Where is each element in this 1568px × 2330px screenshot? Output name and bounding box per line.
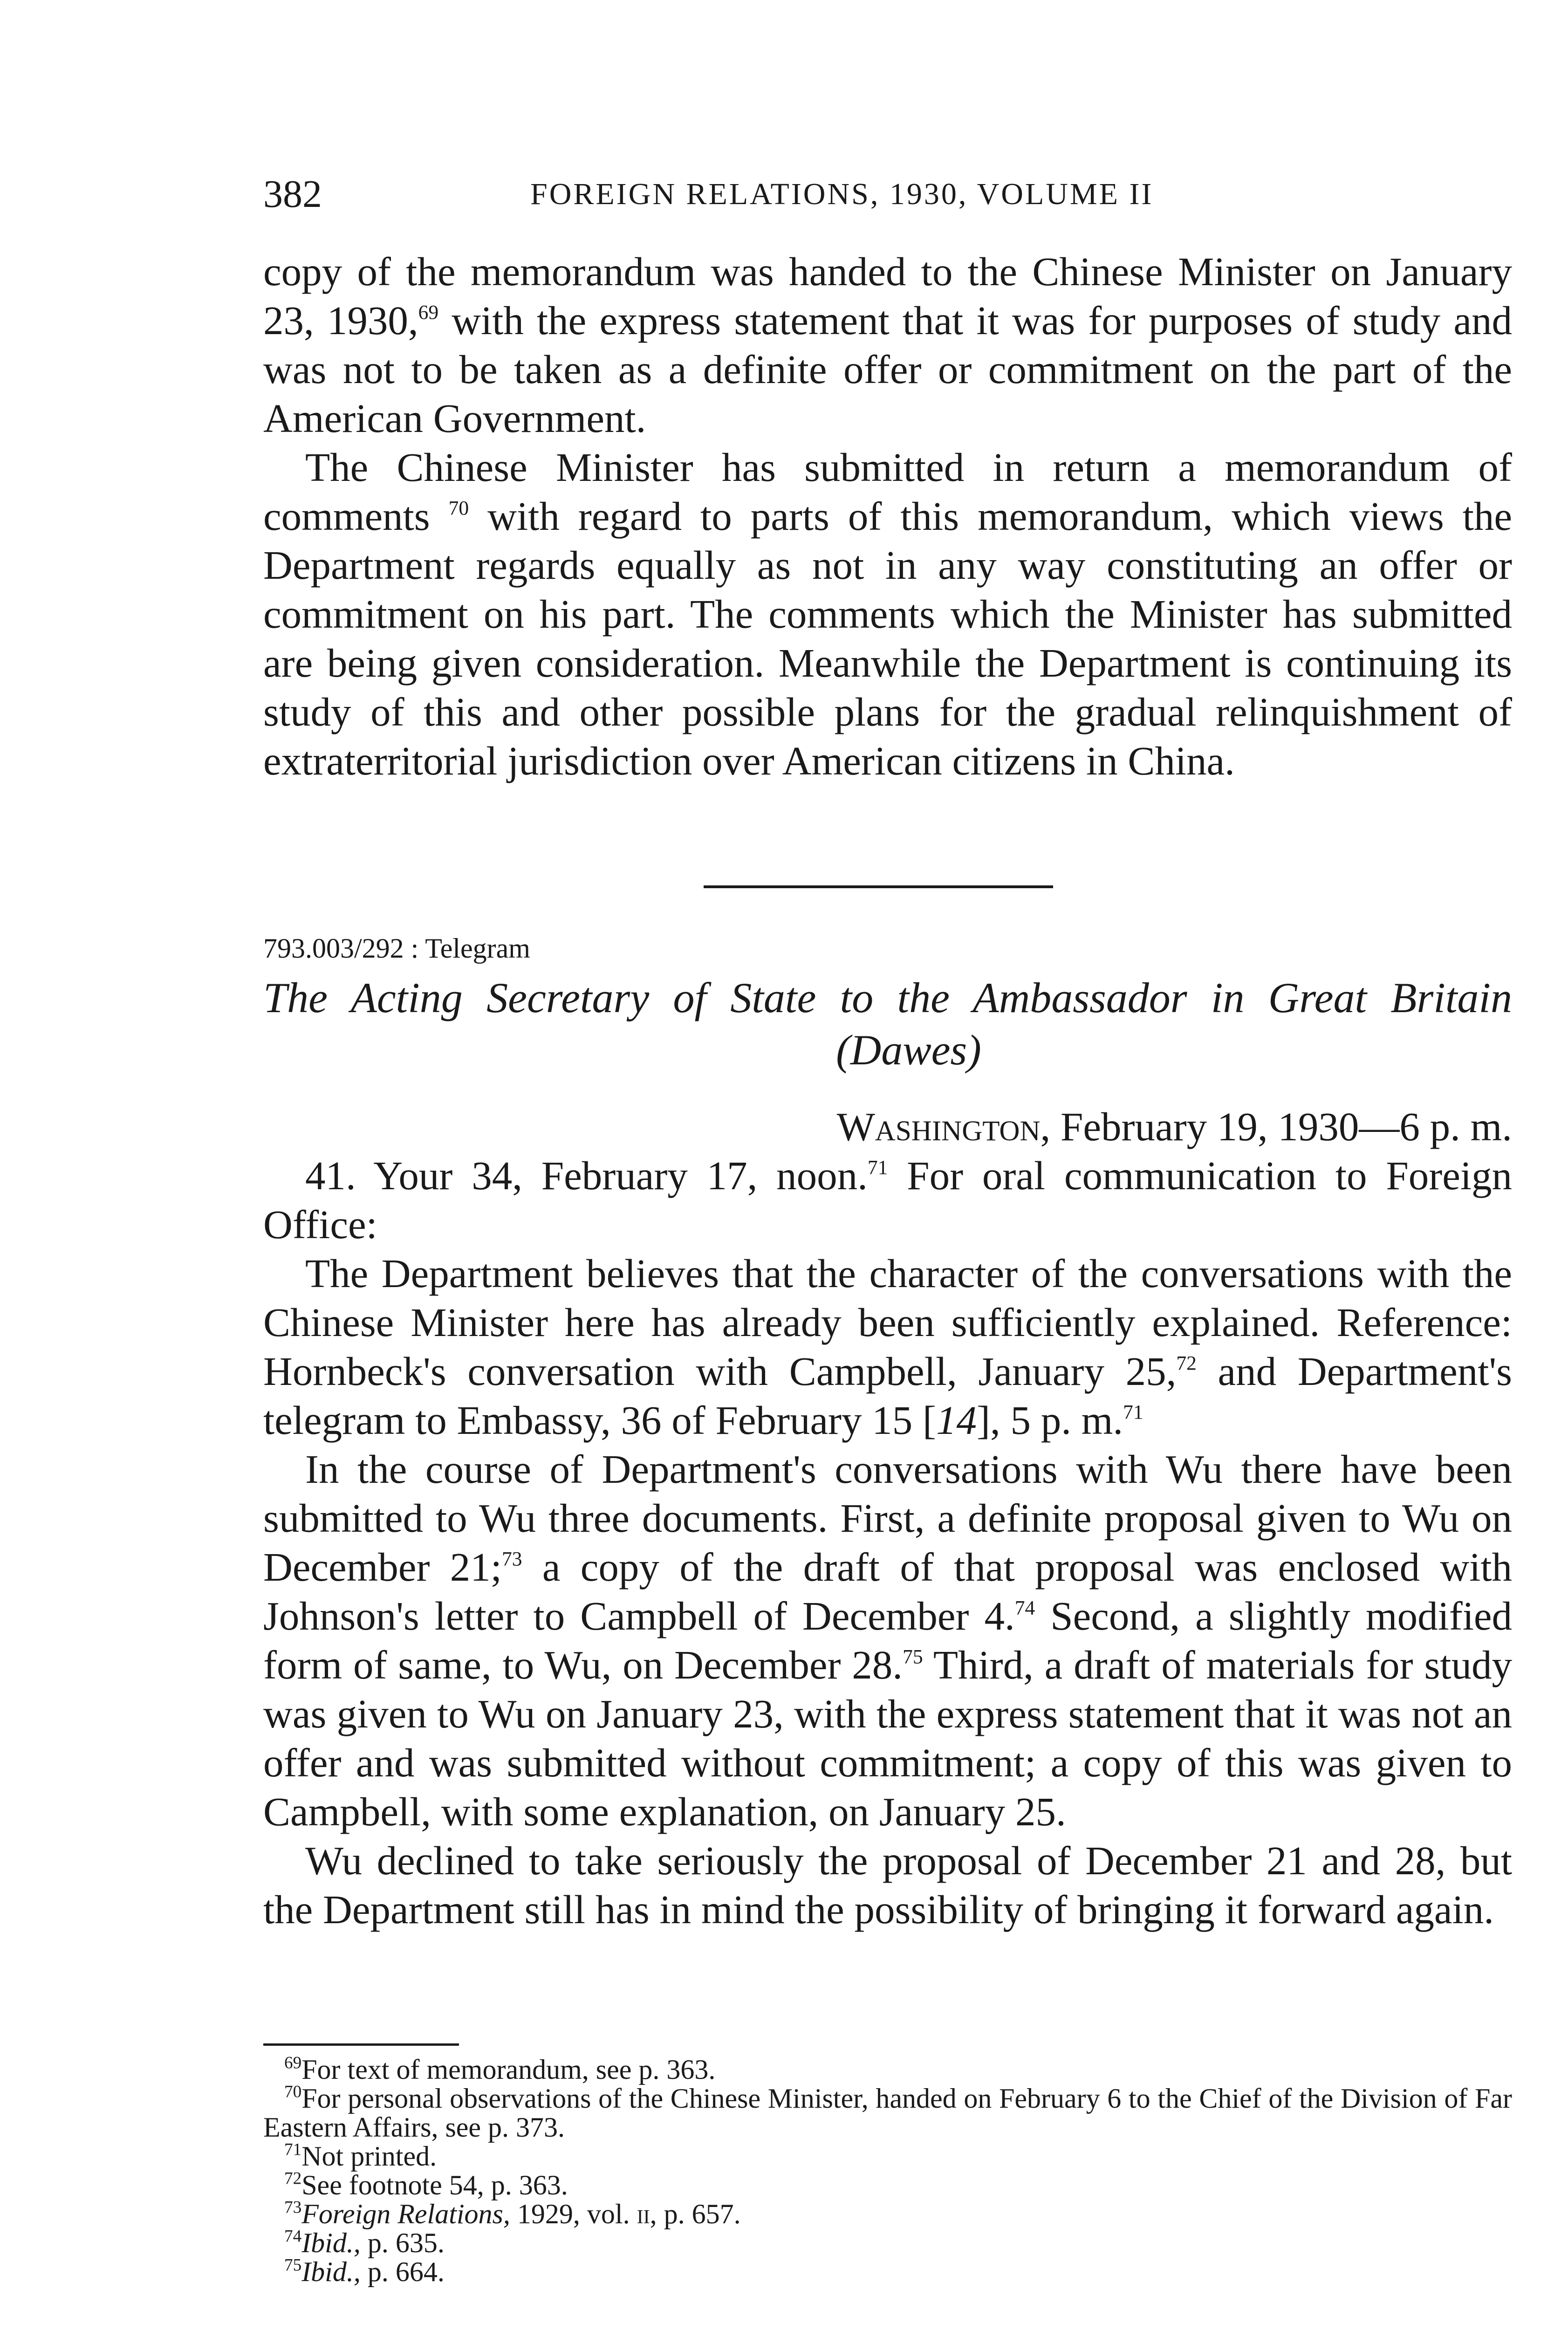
dateline-date: , February 19, 1930—6 p. m. bbox=[1040, 1104, 1512, 1149]
intro-text bbox=[263, 247, 1512, 785]
footnote-75: $^{75}$Ibid., p. 664. bbox=[284, 2255, 445, 2287]
body-paragraph-2: The Department believes that the character of the conversations with the Chinese Minister here has already been sufficiently explained. Reference: Hornbeck's conversation with Campbell, January 25,72 and Department's telegram to Embassy, 36 of February 15 [14], 5 p. m.$^{71}$ bbox=[263, 1251, 1512, 1443]
document-file-number: 793.003/292 : Telegram bbox=[263, 933, 530, 964]
footnote-72: $^{72}$See footnote 54, p. 363. bbox=[284, 2169, 568, 2200]
telegram-body bbox=[263, 1151, 1512, 1934]
footnote-ref-69: 69 bbox=[418, 301, 439, 324]
footnote-ref-71: 71 bbox=[867, 1156, 888, 1179]
section-divider bbox=[704, 885, 1053, 888]
footnote-74: $^{74}$Ibid., p. 635. bbox=[284, 2227, 445, 2258]
intro-paragraph-2: The Chinese Minister has submitted in return a memorandum of comments $^{70}$ with regard to parts of this memorandum, which views the Department regards equally as not in any way constituting an offer or commitment on his part. The comments which the Minister has submitted are being given consideration. Meanwhile the Department is continuing its study of this and other possible plans for the gradual relinquishment of extraterritorial jurisdiction over American citizens in China. bbox=[263, 445, 1512, 783]
dateline-place: Washington bbox=[836, 1104, 1041, 1149]
page-header bbox=[263, 169, 1512, 220]
footnote-ref-74: 74 bbox=[1014, 1597, 1035, 1619]
footnote-ref-71b: 71 bbox=[1123, 1401, 1143, 1424]
footnote-69: $^{69}$For text of memorandum, see p. 363. bbox=[284, 2053, 716, 2085]
footnote-70: $^{70}$For personal observations of the Chinese Minister, handed on February 6 to the Chief of the Division of Far Eastern Affairs, see p. 373. bbox=[263, 2082, 1512, 2143]
footnote-73: $^{73}$Foreign Relations, 1929, vol. ii, p. 657. bbox=[284, 2198, 741, 2229]
footnote-71: $^{71}$Not printed. bbox=[284, 2140, 437, 2172]
intro-paragraph-1: copy of the memorandum was handed to the Chinese Minister on January 23, 1930,69 with the express statement that it was for purposes of study and was not to be taken as a definite offer or commitment on the part of the American Government. bbox=[263, 249, 1513, 441]
footnote-ref-72: 72 bbox=[1176, 1352, 1197, 1375]
footnote-ref-73: 73 bbox=[501, 1548, 522, 1570]
document-title-line-1: The Acting Secretary of State to the Ambassador in Great Britain bbox=[263, 974, 1512, 1021]
body-paragraph-4: Wu declined to take seriously the proposal of December 21 and 28, but the Department still has in mind the possibility of bringing it forward again. bbox=[263, 1838, 1512, 1932]
footnote-ref-75: 75 bbox=[903, 1645, 923, 1668]
running-head: FOREIGN RELATIONS, 1930, VOLUME II bbox=[530, 177, 1154, 211]
footnotes bbox=[263, 2055, 1512, 2286]
body-paragraph-3: In the course of Department's conversations with Wu there have been submitted to Wu three documents. First, a definite proposal given to Wu on December 21;$^{73}$ a copy of the draft of that proposal was enclosed with Johnson's letter to Campbell of December 4.74 Second, a slightly modified form of same, to Wu, on December 28.75 Third, a draft of materials for study was given to Wu on January 23, with the express statement that it was not an offer and was submitted without commitment; a copy of this was given to Campbell, with some explanation, on January 25. bbox=[263, 1446, 1512, 1834]
footnote-rule bbox=[263, 2043, 459, 2046]
dateline bbox=[263, 1102, 1512, 1151]
page-number: 382 bbox=[263, 172, 322, 216]
document-title bbox=[263, 972, 1512, 1076]
body-paragraph-1: 41. Your 34, February 17, noon.$^{71}$ For oral communication to Foreign Office: bbox=[263, 1153, 1512, 1247]
bracketed-number: 14 bbox=[936, 1398, 977, 1443]
document-title-line-2: (Dawes) bbox=[836, 1026, 981, 1074]
footnote-ref-70: 70 bbox=[448, 497, 469, 520]
